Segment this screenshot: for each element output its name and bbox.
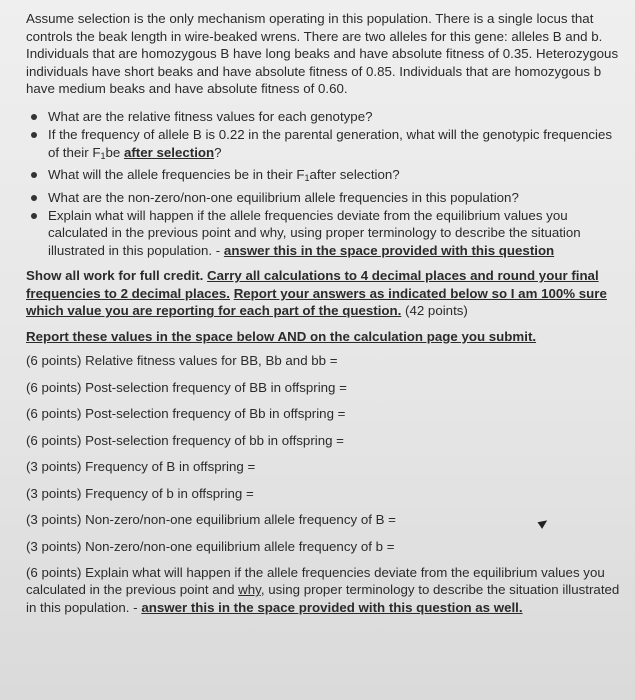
question-text: be bbox=[105, 144, 124, 160]
question-list bbox=[26, 108, 621, 259]
subscript: 1 bbox=[100, 150, 106, 161]
question-text: What will the allele frequencies be in their F bbox=[48, 167, 305, 183]
question-text: (6 points) Explain what will happen if the allele frequencies deviate from the equilibrium values you calculated in the previous point and bbox=[26, 565, 605, 598]
question-text: , using proper terminology to describe the situation illustrated in this population. - bbox=[26, 582, 620, 615]
report-row: (6 points) Post-selection frequency of BB in offspring = bbox=[26, 379, 347, 395]
emphasis-text: why bbox=[238, 582, 261, 598]
question-genotypic-frequencies bbox=[48, 126, 621, 165]
report-rows bbox=[26, 352, 621, 564]
report-row: (3 points) Non-zero/non-one equilibrium allele frequency of b = bbox=[26, 538, 395, 554]
problem-intro: Assume selection is the only mechanism operating in this population. There is a single locus that controls the beak length in wire-beaked wrens. There are two alleles for this gene: alleles B and b. Individuals that are homozygous B have long beaks and have absolute fitness of 0.35. Heterozygous individuals have short beaks and have absolute fitness of 0.85. Individuals that are homozygous b have medium beaks and have absolute fitness of 0.60. bbox=[26, 11, 619, 97]
report-row: (6 points) Relative fitness values for BB, Bb and bb = bbox=[26, 353, 338, 368]
report-row: (3 points) Frequency of B in offspring = bbox=[26, 459, 256, 474]
report-heading: Report these values in the space below AND on the calculation page you submit. bbox=[26, 329, 537, 344]
question-text: What are the relative fitness values for each genotype? bbox=[48, 108, 373, 124]
final-question bbox=[26, 564, 621, 616]
instruction-text: Carry all calculations to 4 decimal places and round your final frequencies to 2 decimal places. bbox=[26, 268, 599, 301]
emphasis-text: answer this in the space provided with this question as well. bbox=[141, 599, 523, 615]
instruction-text: Report your answers as indicated below so I am 100% sure which value you are reporting for each part of the question. bbox=[26, 285, 607, 319]
points-text: (42 points) bbox=[401, 303, 468, 319]
question-relative-fitness bbox=[48, 108, 621, 125]
question-text: If the frequency of allele B is 0.22 in the parental generation, what will the genotypic frequencies of their F bbox=[48, 127, 612, 160]
question-text: after selection? bbox=[309, 167, 400, 183]
report-row: (3 points) Non-zero/non-one equilibrium allele frequency of B = bbox=[26, 512, 396, 527]
report-row: (6 points) Post-selection frequency of Bb in offspring = bbox=[26, 406, 346, 421]
question-explain bbox=[48, 207, 621, 259]
question-allele-frequencies bbox=[48, 166, 621, 187]
question-text: What are the non-zero/non-one equilibrium allele frequencies in this population? bbox=[48, 189, 519, 205]
question-equilibrium bbox=[48, 189, 621, 206]
question-text: ? bbox=[214, 144, 222, 160]
emphasis-text: answer this in the space provided with this question bbox=[223, 242, 555, 258]
subscript: 1 bbox=[304, 173, 310, 184]
question-text: Explain what will happen if the allele frequencies deviate from the equilibrium values you calculated in the previous point and why, using proper terminology to describe the situation illustrated in this population. - bbox=[48, 208, 581, 258]
report-row: (3 points) Frequency of b in offspring = bbox=[26, 485, 254, 501]
report-row: (6 points) Post-selection frequency of bb in offspring = bbox=[26, 432, 344, 448]
instructions bbox=[26, 267, 621, 320]
instruction-text: Show all work for full credit. bbox=[26, 268, 208, 284]
emphasis-text: after selection bbox=[123, 144, 215, 160]
